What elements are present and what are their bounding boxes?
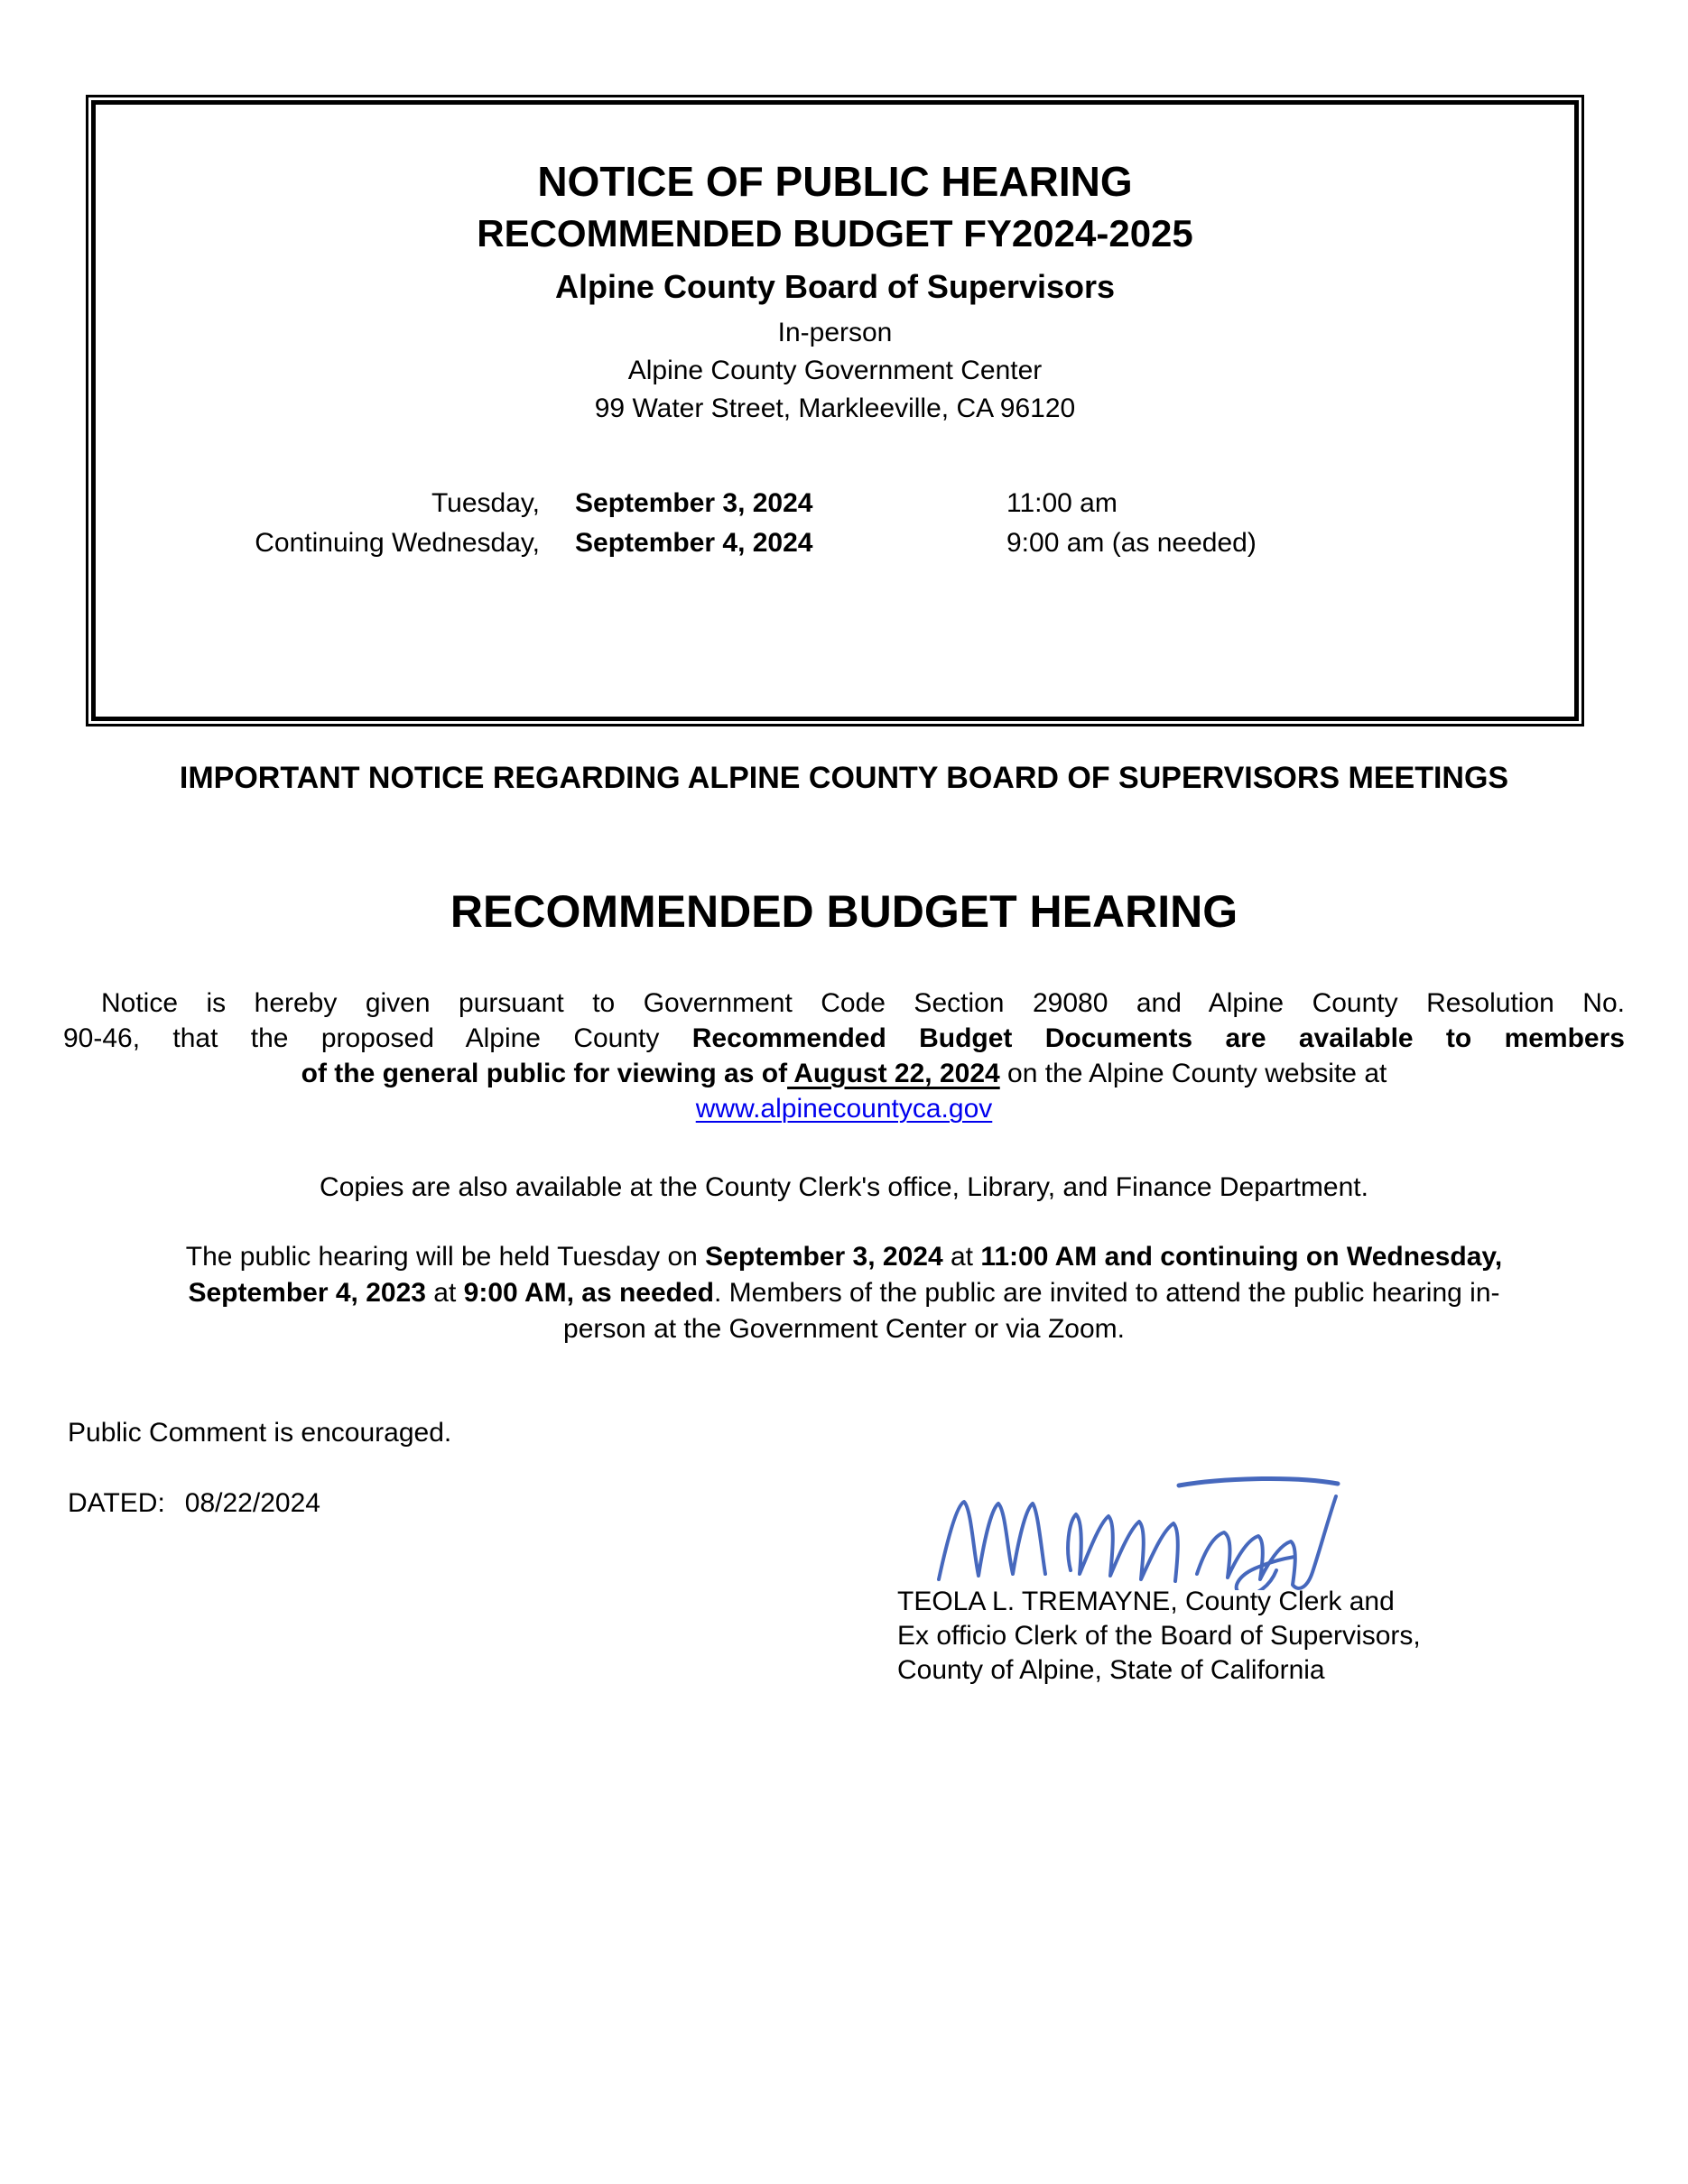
availability-line-1 [63,986,1625,1021]
hearing-schedule [96,484,1574,563]
dated-line [68,1485,320,1521]
notice-title: NOTICE OF PUBLIC HEARING [537,158,1133,205]
schedule-row [96,523,1574,563]
notice-subtitle: RECOMMENDED BUDGET FY2024-2025 [477,212,1193,254]
schedule-date: September 3, 2024 [575,488,813,518]
availability-paragraph [63,986,1625,1126]
hearing-l2-b2: 9:00 AM, as needed [463,1278,714,1308]
schedule-time: 9:00 am (as needed) [1006,528,1257,558]
availability-line-1-text: Notice is hereby given pursuant to Government Code Section 29080 and Alpine County Resolution No. [101,988,1625,1018]
signature-text-block [897,1585,1421,1688]
notice-box-inner [91,100,1579,721]
availability-line-3-bold: of the general public for viewing as of [301,1059,788,1088]
meeting-venue: Alpine County Government Center [627,356,1043,385]
meeting-address: 99 Water Street, Markleeville, CA 96120 [594,393,1076,423]
hearing-l1-b1: September 3, 2024 [705,1242,943,1272]
section-heading: RECOMMENDED BUDGET HEARING [450,886,1238,937]
hearing-line-1 [63,1239,1625,1275]
schedule-day: Tuesday, [431,488,540,518]
hearing-line-3 [63,1311,1625,1347]
schedule-time: 11:00 am [1006,488,1118,518]
important-notice-line: IMPORTANT NOTICE REGARDING ALPINE COUNTY BOARD OF SUPERVISORS MEETINGS [179,761,1509,795]
hearing-paragraph [63,1239,1625,1347]
hearing-line-2 [63,1275,1625,1311]
meeting-mode: In-person [777,318,893,347]
availability-line-2-bold: Recommended Budget Documents are available to members [691,1023,1625,1053]
hearing-l2-r2: . Members of the public are invited to attend the public hearing in- [714,1278,1500,1308]
hearing-l3: person at the Government Center or via Zoom. [563,1314,1125,1344]
availability-date-underlined: August 22, 2024 [787,1059,1000,1088]
notice-org: Alpine County Board of Supervisors [554,268,1116,305]
schedule-date: September 4, 2024 [575,528,813,558]
availability-line-2-regular: 90-46, that the proposed Alpine County [63,1023,692,1053]
copies-line: Copies are also available at the County Clerk's office, Library, and Finance Department. [320,1172,1368,1202]
website-line [63,1091,1625,1126]
hearing-l1-b2: 11:00 AM and continuing on Wednesday, [980,1242,1503,1272]
availability-line-3-regular: on the Alpine County website at [999,1059,1387,1088]
public-comment-line: Public Comment is encouraged. [68,1418,452,1448]
schedule-row [96,484,1574,523]
dated-value: 08/22/2024 [184,1488,320,1518]
signer-name-title: TEOLA L. TREMAYNE, County Clerk and [897,1587,1395,1616]
availability-line-3 [63,1056,1625,1091]
availability-line-2 [63,1021,1625,1056]
website-link[interactable]: www.alpinecountyca.gov [695,1094,993,1124]
signer-jurisdiction: County of Alpine, State of California [897,1655,1325,1685]
signature-image [933,1473,1344,1590]
hearing-l1-r2: at [942,1242,981,1272]
hearing-l2-r1: at [425,1278,464,1308]
schedule-day: Continuing Wednesday, [255,528,540,558]
hearing-l1-r1: The public hearing will be held Tuesday on [185,1242,706,1272]
dated-label: DATED: [68,1488,165,1518]
hearing-l2-b1: September 4, 2023 [188,1278,426,1308]
signer-title-2: Ex officio Clerk of the Board of Supervisors, [897,1621,1421,1651]
notice-box [86,95,1584,726]
